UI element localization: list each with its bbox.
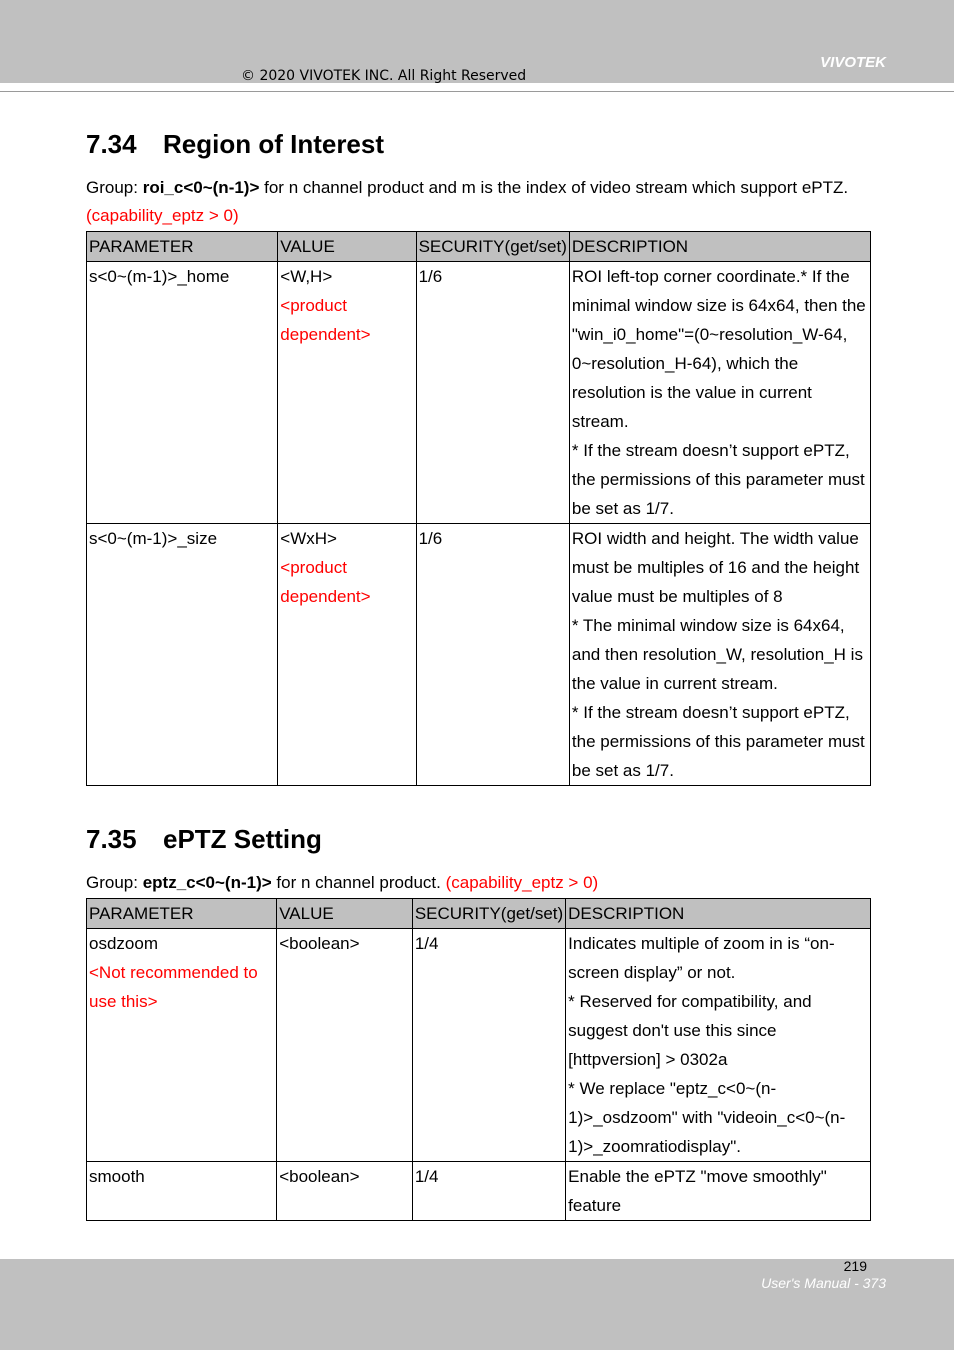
capability-note: (capability_eptz > 0) — [86, 206, 239, 225]
section-title: Region of Interest — [163, 129, 385, 159]
table-header-row — [87, 899, 871, 929]
header-value: VALUE — [277, 899, 413, 929]
header-description: DESCRIPTION — [569, 232, 870, 262]
security-cell: 1/4 — [412, 1162, 565, 1221]
security-cell: 1/6 — [416, 262, 569, 524]
section-number: 7.34 — [86, 129, 137, 159]
description-cell: Enable the ePTZ "move smoothly" feature — [566, 1162, 871, 1221]
section-number: 7.35 — [86, 824, 137, 854]
header-security: SECURITY(get/set) — [412, 899, 565, 929]
brand-logo: VIVOTEK — [820, 54, 886, 71]
param-cell: s<0~(m-1)>_size — [87, 524, 278, 786]
group-description — [86, 869, 886, 897]
group-suffix: for n channel product and m is the index of video stream which support ePTZ. — [259, 178, 849, 197]
eptz-parameter-table — [86, 898, 871, 1221]
security-cell: 1/6 — [416, 524, 569, 786]
param-cell: s<0~(m-1)>_home — [87, 262, 278, 524]
header-divider — [0, 91, 954, 92]
section-heading-roi — [86, 129, 384, 160]
param-cell: smooth — [87, 1162, 277, 1221]
value-cell: <boolean> — [277, 1162, 413, 1221]
header-value: VALUE — [278, 232, 416, 262]
header-description: DESCRIPTION — [566, 899, 871, 929]
group-prefix: Group: — [86, 873, 143, 892]
value-cell: <boolean> — [277, 929, 413, 1162]
security-cell: 1/4 — [412, 929, 565, 1162]
param-cell: osdzoom <Not recommended to use this> — [87, 929, 277, 1162]
table-row — [87, 262, 871, 524]
description-cell: Indicates multiple of zoom in is “on-screen display” or not. * Reserved for compatibility, and suggest don't use this since [httpversion] > 0302a * We replace "eptz_c<0~(n-1)>_osdzoom" with "videoin_c<0~(n-1)>_zoomratiodisplay". — [566, 929, 871, 1162]
table-row — [87, 929, 871, 1162]
header-parameter: PARAMETER — [87, 232, 278, 262]
section-heading-eptz — [86, 824, 322, 855]
value-cell: <WxH> <product dependent> — [278, 524, 416, 786]
description-cell: ROI width and height. The width value must be multiples of 16 and the height value must be multiples of 8 * The minimal window size is 64x64, and then resolution_W, resolution_H is the value in current stream. * If the stream doesn’t support ePTZ, the permissions of this parameter must be set as 1/7. — [569, 524, 870, 786]
page-number: 219 — [843, 1258, 867, 1274]
copyright-text: © 2020 VIVOTEK INC. All Right Reserved — [241, 68, 527, 84]
value-cell: <W,H> <product dependent> — [278, 262, 416, 524]
group-name: eptz_c<0~(n-1)> — [142, 873, 272, 892]
group-description — [86, 174, 886, 230]
group-suffix: for n channel product. — [271, 873, 446, 892]
header-security: SECURITY(get/set) — [416, 232, 569, 262]
section-title: ePTZ Setting — [163, 824, 322, 854]
table-row — [87, 1162, 871, 1221]
group-prefix: Group: — [86, 178, 143, 197]
capability-note: (capability_eptz > 0) — [445, 873, 599, 892]
description-cell: ROI left-top corner coordinate.* If the minimal window size is 64x64, then the "win_i0_home"=(0~resolution_W-64, 0~resolution_H-64), which the resolution is the value in current stream. * If the stream doesn’t support ePTZ, the permissions of this parameter must be set as 1/7. — [569, 262, 870, 524]
table-row — [87, 524, 871, 786]
header-parameter: PARAMETER — [87, 899, 277, 929]
page-footer — [0, 1259, 954, 1350]
table-header-row — [87, 232, 871, 262]
group-name: roi_c<0~(n-1)> — [142, 178, 260, 197]
roi-parameter-table — [86, 231, 871, 786]
manual-label: User's Manual - 373 — [761, 1275, 886, 1291]
